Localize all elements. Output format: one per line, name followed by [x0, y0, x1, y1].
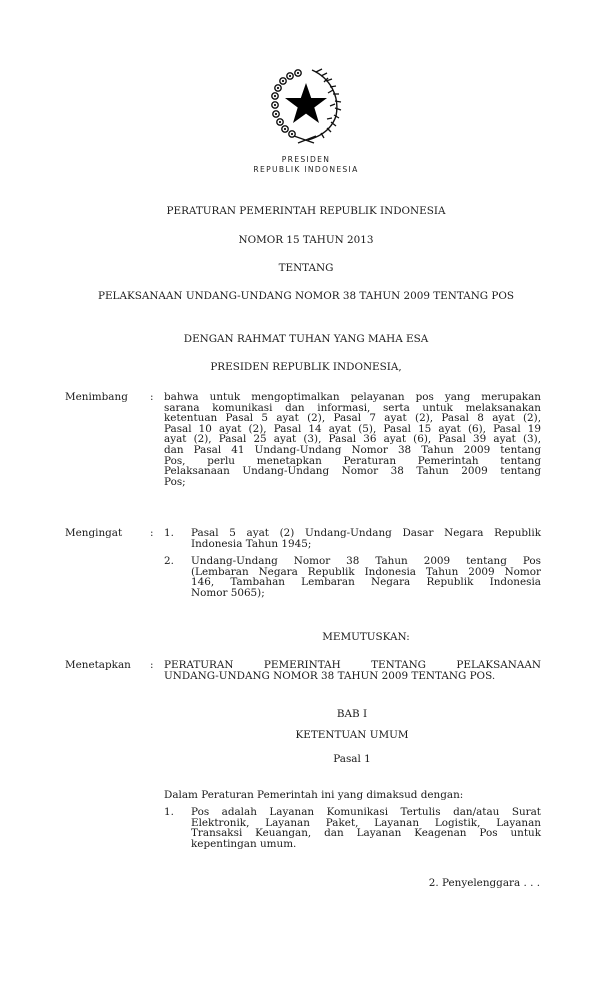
text-line: Pos adalah Layanan Komunikasi Tertulis dan/atau Surat	[191, 806, 541, 818]
text-line: Pos, perlu menetapkan Peraturan Pemerintah tentang	[164, 454, 541, 467]
text-line: UNDANG-UNDANG NOMOR 38 TAHUN 2009 TENTANG POS.	[164, 669, 496, 682]
text-line: Transaksi Keuangan, dan Layanan Keagenan Pos untuk	[191, 827, 541, 840]
menetapkan-label: Menetapkan	[65, 659, 131, 671]
text-line: PERATURAN PEMERINTAH TENTANG PELAKSANAAN	[164, 659, 541, 671]
text-line: dan Pasal 41 Undang-Undang Nomor 38 Tahun 2009 tentang	[164, 443, 541, 456]
mengingat-colon: :	[150, 527, 154, 539]
menimbang-text	[164, 392, 541, 487]
text-line: Elektronik, Layanan Paket, Layanan Logistik, Layanan	[191, 816, 541, 829]
text-line: ayat (2), Pasal 25 ayat (3), Pasal 36 ayat (6), Pasal 39 ayat (3),	[164, 433, 541, 446]
regulation-subject: PELAKSANAAN UNDANG-UNDANG NOMOR 38 TAHUN 2009 TENTANG POS	[97, 290, 515, 302]
presidential-emblem-icon	[268, 66, 344, 144]
text-line: Pelaksanaan Undang-Undang Nomor 38 Tahun 2009 tentang	[164, 465, 541, 478]
chapter-title: KETENTUAN UMUM	[295, 729, 409, 741]
regulation-tentang: TENTANG	[278, 262, 334, 274]
text-line: kepentingan umum.	[191, 837, 297, 850]
mengingat-item-number: 2.	[164, 555, 174, 567]
mengingat-item-1	[191, 528, 541, 549]
menimbang-colon: :	[150, 391, 154, 403]
authority: PRESIDEN REPUBLIK INDONESIA,	[210, 361, 402, 373]
text-line: bahwa untuk mengoptimalkan pelayanan pos yang merupakan	[164, 391, 541, 403]
text-line: sarana komunikasi dan informasi, serta untuk melaksanakan	[164, 401, 541, 414]
article-intro: Dalam Peraturan Pemerintah ini yang dimaksud dengan:	[164, 789, 464, 801]
text-line: Pos;	[164, 475, 186, 488]
mengingat-label: Mengingat	[65, 527, 123, 539]
text-line: ketentuan Pasal 5 ayat (2), Pasal 7 ayat (2), Pasal 8 ayat (2),	[164, 412, 541, 425]
office-title-presiden: PRESIDEN	[281, 155, 331, 164]
definition-number: 1.	[164, 806, 174, 818]
chapter-number: BAB I	[336, 708, 368, 720]
regulation-type: PERATURAN PEMERINTAH REPUBLIK INDONESIA	[166, 205, 446, 217]
definition-item-1	[191, 807, 541, 849]
invocation: DENGAN RAHMAT TUHAN YANG MAHA ESA	[183, 333, 429, 345]
office-title-republik: REPUBLIK INDONESIA	[253, 165, 359, 174]
mengingat-item-2	[191, 556, 541, 598]
text-line: Nomor 5065);	[191, 586, 265, 599]
text-line: Pasal 5 ayat (2) Undang-Undang Dasar Negara Republik	[191, 527, 541, 539]
menetapkan-text	[164, 660, 541, 681]
text-line: Indonesia Tahun 1945;	[191, 537, 312, 550]
text-line: Pasal 10 ayat (2), Pasal 14 ayat (5), Pasal 15 ayat (6), Pasal 19	[164, 422, 541, 435]
text-line: (Lembaran Negara Republik Indonesia Tahun 2009 Nomor	[191, 565, 541, 578]
menimbang-label: Menimbang	[65, 391, 128, 403]
regulation-number: NOMOR 15 TAHUN 2013	[238, 234, 374, 246]
text-line: 146, Tambahan Lembaran Negara Republik Indonesia	[191, 576, 541, 589]
text-line: Undang-Undang Nomor 38 Tahun 2009 tentang Pos	[191, 555, 541, 567]
memutuskan-heading: MEMUTUSKAN:	[322, 631, 410, 643]
menetapkan-colon: :	[150, 659, 154, 671]
article-number: Pasal 1	[333, 753, 371, 765]
page-continuation: 2. Penyelenggara . . .	[428, 877, 540, 889]
mengingat-item-number: 1.	[164, 527, 174, 539]
